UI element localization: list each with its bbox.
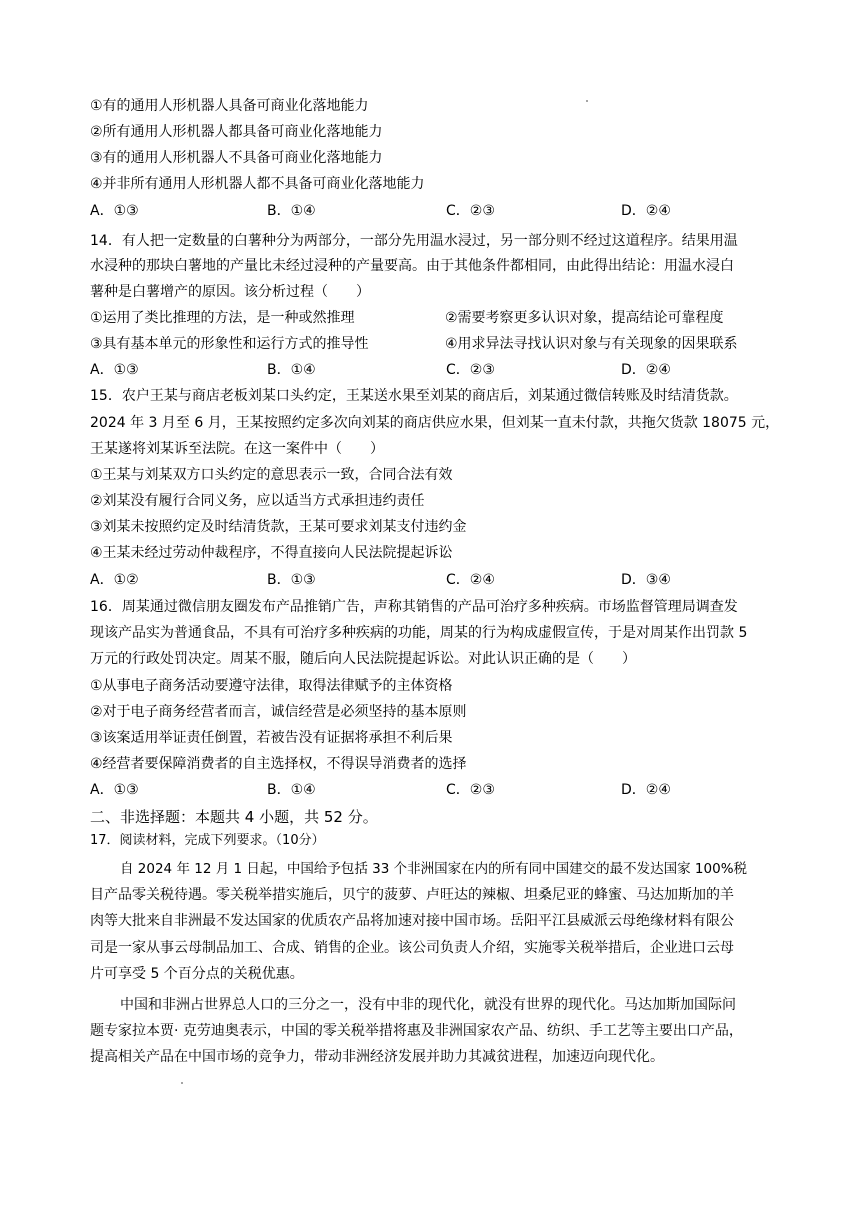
q14-option-c: C．②③ [446, 362, 495, 378]
q15-stem-line-1: 15．农户王某与商店老板刘某口头约定，王某送水果至刘某的商店后，刘某通过微信转账及时结清货款。 [90, 388, 738, 404]
q15-option-b: B．①③ [267, 572, 316, 588]
q14-option-d: D．②④ [621, 362, 671, 378]
q17-para2-line-2: 题专家拉本贾· 克劳迪奥表示，中国的零关税举措将惠及非洲国家农产品、纺织、手工艺等主要出口产品， [90, 1023, 743, 1039]
q14-stem-line-3: 薯种是白薯增产的原因。该分析过程（ ） [90, 284, 370, 300]
q16-option-c: C．②③ [446, 782, 495, 798]
q13-option-b: B．①④ [267, 203, 316, 219]
q17-para1-line-3: 肉等大批来自非洲最不发达国家的优质农产品将加速对接中国市场。岳阳平江县威派云母绝缘材料有限公 [90, 913, 734, 929]
q15-statement-1: ①王某与刘某双方口头约定的意思表示一致，合同合法有效 [90, 467, 453, 483]
q15-options [90, 571, 790, 589]
q16-option-d: D．②④ [621, 782, 671, 798]
q14-statement-4: ④用求异法寻找认识对象与有关现象的因果联系 [445, 336, 738, 352]
q14-statement-1: ①运用了类比推理的方法，是一种或然推理 [90, 310, 355, 326]
q14-stem-line-2: 水浸种的那块白薯地的产量比未经过浸种的产量要高。由于其他条件都相同，由此得出结论：用温水浸白 [90, 258, 734, 274]
q15-stem-line-3: 王某遂将刘某诉至法院。在这一案件中（ ） [90, 441, 384, 457]
q17-para2-line-1: 中国和非洲占世界总人口的三分之一，没有中非的现代化，就没有世界的现代化。马达加斯加国际问 [120, 997, 736, 1013]
q17-para1-line-5: 片可享受 5 个百分点的关税优惠。 [90, 966, 304, 982]
q14-option-a: A．①③ [90, 362, 139, 378]
q13-statement-3: ③有的通用人形机器人不具备可商业化落地能力 [90, 150, 383, 166]
q16-statement-3: ③该案适用举证责任倒置，若被告没有证据将承担不利后果 [90, 730, 453, 746]
q17-para2-line-3: 提高相关产品在中国市场的竞争力，带动非洲经济发展并助力其减贫进程，加速迈向现代化。 [90, 1049, 664, 1065]
q14-statement-2: ②需要考察更多认识对象，提高结论可靠程度 [445, 310, 724, 326]
q17-para1-line-2: 目产品零关税待遇。零关税举措实施后，贝宁的菠萝、卢旺达的辣椒、坦桑尼亚的蜂蜜、马达加斯加的羊 [90, 887, 734, 903]
q15-option-c: C．②④ [446, 572, 495, 588]
q14-stem-line-1: 14．有人把一定数量的白薯种分为两部分，一部分先用温水浸过，另一部分则不经过这道程序。结果用温 [90, 233, 738, 249]
q16-options [90, 781, 790, 799]
q16-option-b: B．①④ [267, 782, 316, 798]
speck-mark [181, 1082, 183, 1084]
q16-statement-4: ④经营者要保障消费者的自主选择权，不得误导消费者的选择 [90, 756, 467, 772]
q16-statement-1: ①从事电子商务活动要遵守法律，取得法律赋予的主体资格 [90, 678, 453, 694]
q14-options [90, 361, 790, 379]
speck-mark [586, 100, 588, 102]
q14-statement-3: ③具有基本单元的形象性和运行方式的推导性 [90, 336, 369, 352]
q16-stem-line-1: 16．周某通过微信朋友圈发布产品推销广告，声称其销售的产品可治疗多种疾病。市场监督管理局调查发 [90, 599, 738, 615]
q17-title: 17．阅读材料，完成下列要求。（10分） [90, 833, 325, 848]
q16-option-a: A．①③ [90, 782, 139, 798]
q15-option-d: D．③④ [621, 572, 671, 588]
q13-option-d: D．②④ [621, 203, 671, 219]
q14-option-b: B．①④ [267, 362, 316, 378]
q15-statement-3: ③刘某未按照约定及时结清货款，王某可要求刘某支付违约金 [90, 519, 467, 535]
q17-para1-line-1: 自 2024 年 12 月 1 日起，中国给予包括 33 个非洲国家在内的所有同中国建交的最不发达国家 100%税 [120, 861, 748, 877]
q13-options [90, 202, 790, 220]
section-heading: 二、非选择题：本题共 4 小题，共 52 分。 [90, 808, 378, 826]
q17-para1-line-4: 司是一家从事云母制品加工、合成、销售的企业。该公司负责人介绍，实施零关税举措后，企业进口云母 [90, 940, 734, 956]
q16-statement-2: ②对于电子商务经营者而言，诚信经营是必须坚持的基本原则 [90, 704, 467, 720]
q15-stem-line-2: 2024 年 3 月至 6 月，王某按照约定多次向刘某的商店供应水果，但刘某一直未付款，共拖欠货款 18075 元， [90, 415, 780, 431]
q13-statement-2: ②所有通用人形机器人都具备可商业化落地能力 [90, 124, 383, 140]
q13-option-a: A．①③ [90, 203, 139, 219]
q13-statement-4: ④并非所有通用人形机器人都不具备可商业化落地能力 [90, 176, 425, 192]
q13-statement-1: ①有的通用人形机器人具备可商业化落地能力 [90, 98, 369, 114]
q16-stem-line-2: 现该产品实为普通食品，不具有可治疗多种疾病的功能，周某的行为构成虚假宣传，于是对周某作出罚款 5 [90, 625, 748, 641]
q15-statement-2: ②刘某没有履行合同义务，应以适当方式承担违约责任 [90, 493, 425, 509]
q16-stem-line-3: 万元的行政处罚决定。周某不服，随后向人民法院提起诉讼。对此认识正确的是（ ） [90, 651, 636, 667]
q15-statement-4: ④王某未经过劳动仲裁程序，不得直接向人民法院提起诉讼 [90, 545, 453, 561]
q15-option-a: A．①② [90, 572, 139, 588]
q13-option-c: C．②③ [446, 203, 495, 219]
